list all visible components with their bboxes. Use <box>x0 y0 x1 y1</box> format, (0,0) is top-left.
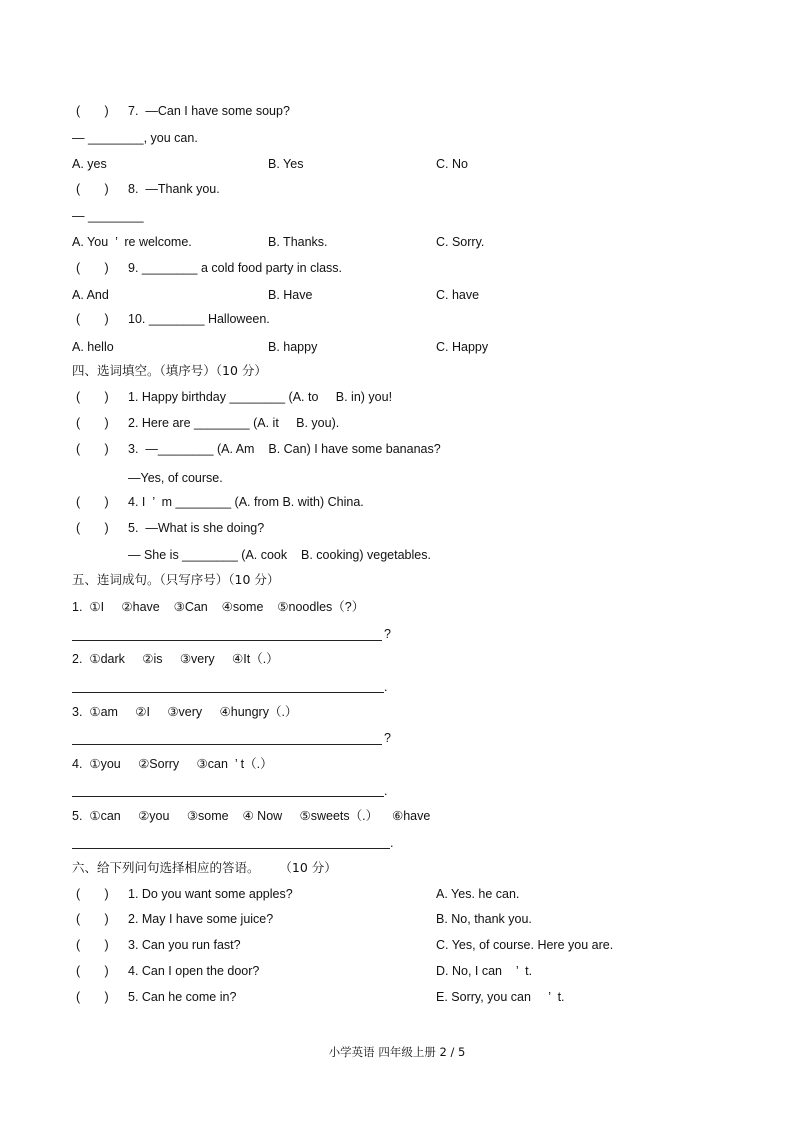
answer-paren[interactable]: ( ) <box>76 990 109 1004</box>
answer-line[interactable] <box>72 640 382 641</box>
option-b: B. Have <box>268 288 313 302</box>
answer-paren[interactable]: ( ) <box>76 495 109 509</box>
answer-paren[interactable]: ( ) <box>76 312 109 326</box>
answer-line[interactable] <box>72 848 390 849</box>
match-answer-d: D. No, I can ’ t. <box>436 964 533 978</box>
answer-line[interactable] <box>72 796 384 797</box>
option-b: B. happy <box>268 340 318 354</box>
match-question-1: 1. Do you want some apples? <box>128 887 293 901</box>
option-c: C. No <box>436 157 468 171</box>
answer-paren[interactable]: ( ) <box>76 887 109 901</box>
match-question-2: 2. May I have some juice? <box>128 912 274 926</box>
question-7-response: — ________, you can. <box>72 131 198 145</box>
answer-paren[interactable]: ( ) <box>76 442 109 456</box>
answer-line-end: . <box>384 680 388 694</box>
option-c: C. Happy <box>436 340 489 354</box>
section-heading-5: 五、连词成句。（只写序号）（10 分） <box>72 572 280 587</box>
question-7-stem: 7. —Can I have some soup? <box>128 104 290 118</box>
word-order-item-4: 4. ①you ②Sorry ③can ’ t（.） <box>72 757 273 771</box>
answer-line-end: ? <box>384 627 391 641</box>
fill-item-3: 3. —________ (A. Am B. Can) I have some bananas? <box>128 442 441 456</box>
answer-paren[interactable]: ( ) <box>76 964 109 978</box>
option-b: B. Yes <box>268 157 304 171</box>
fill-item-2: 2. Here are ________ (A. it B. you). <box>128 416 340 430</box>
answer-paren[interactable]: ( ) <box>76 261 109 275</box>
fill-item-4: 4. I ’ m ________ (A. from B. with) China. <box>128 495 364 509</box>
question-8-stem: 8. —Thank you. <box>128 182 220 196</box>
word-order-item-5: 5. ①can ②you ③some ④ Now ⑤sweets（.） ⑥have <box>72 809 431 823</box>
word-order-item-3: 3. ①am ②I ③very ④hungry（.） <box>72 705 298 719</box>
page-footer: 小学英语 四年级上册 2 / 5 <box>328 1045 466 1059</box>
answer-paren[interactable]: ( ) <box>76 416 109 430</box>
match-question-4: 4. Can I open the door? <box>128 964 260 978</box>
answer-paren[interactable]: ( ) <box>76 390 109 404</box>
question-10-stem: 10. ________ Halloween. <box>128 312 270 326</box>
section-heading-4: 四、选词填空。（填序号）（10 分） <box>72 363 267 378</box>
fill-item-5: 5. —What is she doing? <box>128 521 265 535</box>
answer-paren[interactable]: ( ) <box>76 912 109 926</box>
match-answer-c: C. Yes, of course. Here you are. <box>436 938 614 952</box>
answer-paren[interactable]: ( ) <box>76 938 109 952</box>
answer-line-end: . <box>384 784 388 798</box>
match-question-3: 3. Can you run fast? <box>128 938 241 952</box>
answer-line[interactable] <box>72 744 382 745</box>
answer-paren[interactable]: ( ) <box>76 521 109 535</box>
word-order-item-2: 2. ①dark ②is ③very ④It（.） <box>72 652 279 666</box>
match-answer-a: A. Yes. he can. <box>436 887 520 901</box>
fill-item-1: 1. Happy birthday ________ (A. to B. in) you! <box>128 390 393 404</box>
option-a: A. You ’ re welcome. <box>72 235 192 249</box>
option-b: B. Thanks. <box>268 235 328 249</box>
question-9-stem: 9. ________ a cold food party in class. <box>128 261 343 275</box>
answer-paren[interactable]: ( ) <box>76 182 109 196</box>
fill-item-5-reply: — She is ________ (A. cook B. cooking) vegetables. <box>128 548 431 562</box>
match-question-5: 5. Can he come in? <box>128 990 237 1004</box>
answer-line-end: . <box>390 836 394 850</box>
word-order-item-1: 1. ①I ②have ③Can ④some ⑤noodles（?） <box>72 600 365 614</box>
match-answer-b: B. No, thank you. <box>436 912 532 926</box>
section-heading-6: 六、给下列问句选择相应的答语。 （10 分） <box>72 860 337 875</box>
option-a: A. yes <box>72 157 107 171</box>
match-answer-e: E. Sorry, you can ’ t. <box>436 990 565 1004</box>
option-c: C. have <box>436 288 480 302</box>
fill-item-3-reply: —Yes, of course. <box>128 471 223 485</box>
option-a: A. hello <box>72 340 114 354</box>
answer-line-end: ? <box>384 731 391 745</box>
option-c: C. Sorry. <box>436 235 485 249</box>
answer-paren[interactable]: ( ) <box>76 104 109 118</box>
option-a: A. And <box>72 288 109 302</box>
answer-line[interactable] <box>72 692 384 693</box>
question-8-response: — ________ <box>72 209 144 223</box>
